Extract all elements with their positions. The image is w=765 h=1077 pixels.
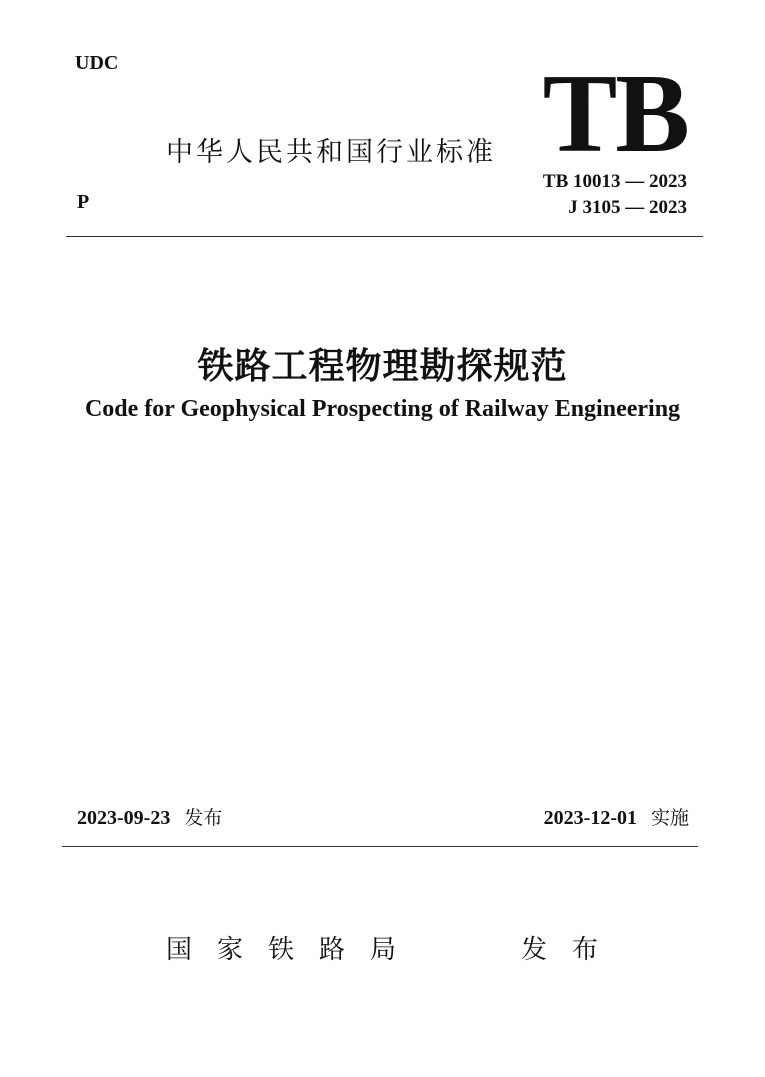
udc-label: UDC [75, 52, 119, 74]
top-divider [66, 236, 703, 237]
implementation-date-block [544, 803, 689, 830]
standard-number: TB 10013 — 2023 [542, 171, 687, 192]
chinese-title: 铁路工程物理勘探规范 [197, 346, 568, 387]
publisher-action: 发布 [521, 935, 624, 965]
issue-date: 2023-09-23 [77, 807, 171, 829]
filing-number: J 3105 — 2023 [568, 197, 687, 218]
classification-code: P [77, 191, 90, 213]
bottom-divider [62, 846, 698, 847]
standard-numbers [543, 169, 687, 221]
industry-standard-heading: 中华人民共和国行业标准 [166, 137, 496, 168]
english-title: Code for Geophysical Prospecting of Railway Engineering [84, 396, 681, 422]
implementation-label: 实施 [650, 807, 689, 829]
issue-date-block [77, 803, 222, 830]
tb-logo: TB [542, 52, 688, 176]
publisher-name: 国家铁路局 [166, 935, 422, 965]
implementation-date: 2023-12-01 [543, 807, 637, 829]
issue-label: 发布 [184, 807, 223, 829]
